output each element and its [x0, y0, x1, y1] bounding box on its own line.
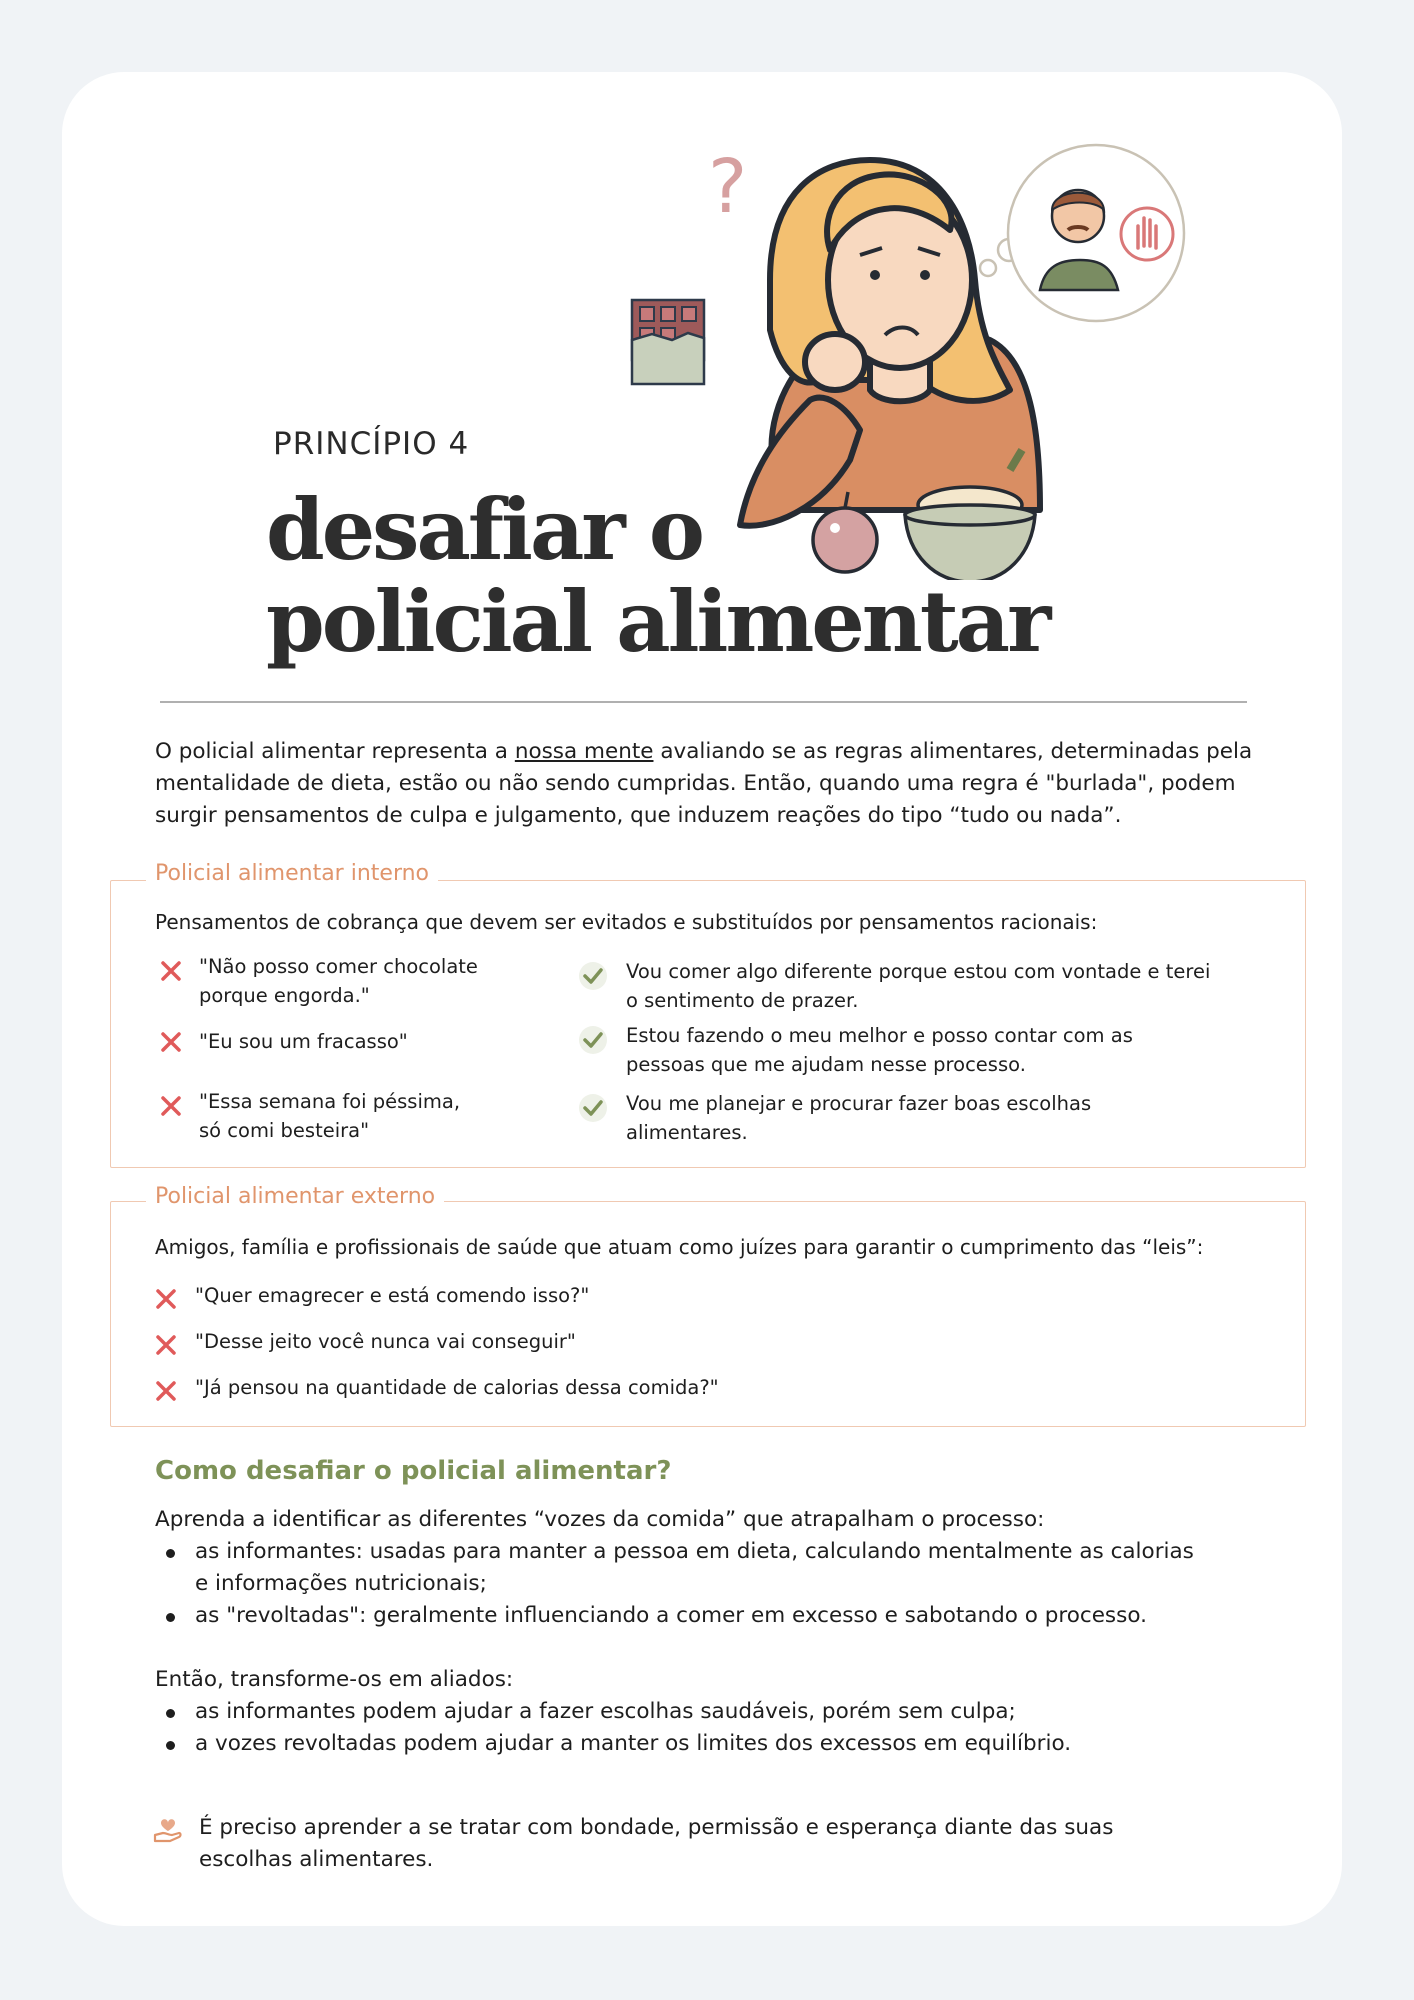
intro-text-after: avaliando se as regras alimentares, determinadas pela mentalidade de dieta, estão ou não sendo cumpridas. Então, quando uma regra é "burlada", podem surgir pensamentos de culpa e julgamento, que induzem reações do tipo “tudo ou nada”.	[155, 739, 1253, 828]
voices-bullet-2: as "revoltadas": geralmente influenciando a comer em excesso e sabotando o processo.	[195, 1603, 1147, 1628]
footer-note-line2: escolhas alimentares.	[199, 1847, 434, 1872]
svg-text:?: ?	[708, 144, 748, 230]
external-quote-1: "Quer emagrecer e está comendo isso?"	[195, 1284, 590, 1307]
check-mark-icon	[578, 1093, 608, 1123]
external-police-lead: Amigos, família e profissionais de saúde que atuam como juízes para garantir o cumprimento das “leis”:	[155, 1235, 1204, 1259]
avoid-thought-1	[199, 952, 478, 1010]
heart-hand-icon	[153, 1813, 183, 1843]
replace-thought-3-line1: Vou me planejar e procurar fazer boas escolhas	[626, 1092, 1092, 1115]
check-mark-icon	[578, 961, 608, 991]
bullet-dot	[166, 1549, 175, 1558]
x-mark-icon	[156, 956, 186, 986]
replace-thought-1	[626, 957, 1210, 1015]
replace-thought-2	[626, 1021, 1133, 1079]
voices-bullet-1	[195, 1536, 1194, 1600]
avoid-thought-2-line1: "Eu sou um fracasso"	[199, 1030, 408, 1053]
x-mark-icon	[156, 1091, 186, 1121]
voices-bullet-1-line2: e informações nutricionais;	[195, 1571, 487, 1596]
x-mark-icon	[156, 1027, 186, 1057]
chocolate-bar-icon	[632, 300, 704, 384]
page-title	[266, 480, 1066, 671]
avoid-thought-3-line1: "Essa semana foi péssima,	[199, 1090, 461, 1113]
replace-thought-3	[626, 1089, 1091, 1147]
allies-bullet-2: a vozes revoltadas podem ajudar a manter os limites dos excessos em equilíbrio.	[195, 1731, 1072, 1756]
bullet-dot	[166, 1709, 175, 1718]
external-quote-2: "Desse jeito você nunca vai conseguir"	[195, 1330, 576, 1353]
avoid-thought-1-line1: "Não posso comer chocolate	[199, 955, 478, 978]
bullet-dot	[166, 1613, 175, 1622]
check-mark-icon	[578, 1025, 608, 1055]
angry-man-stop-hand-icon	[980, 145, 1184, 321]
avoid-thought-2	[199, 1027, 408, 1056]
external-quote-3: "Já pensou na quantidade de calorias dessa comida?"	[195, 1376, 719, 1399]
x-mark-icon	[151, 1284, 181, 1314]
avoid-thought-3-line2: só comi besteira"	[199, 1119, 370, 1142]
footer-note	[199, 1812, 1113, 1876]
footer-note-line1: É preciso aprender a se tratar com bondade, permissão e esperança diante das suas	[199, 1815, 1114, 1840]
replace-thought-1-line1: Vou comer algo diferente porque estou com vontade e terei	[626, 960, 1211, 983]
title-divider	[160, 701, 1247, 703]
allies-bullet-1: as informantes podem ajudar a fazer escolhas saudáveis, porém sem culpa;	[195, 1699, 1016, 1724]
intro-text-before: O policial alimentar representa a	[155, 739, 515, 764]
voices-bullet-1-line1: as informantes: usadas para manter a pessoa em dieta, calculando mentalmente as calorias	[195, 1539, 1194, 1564]
avoid-thought-1-line2: porque engorda."	[199, 984, 370, 1007]
internal-police-legend: Policial alimentar interno	[146, 861, 438, 886]
principle-kicker: PRINCÍPIO 4	[273, 426, 470, 462]
intro-underlined-text: nossa mente	[514, 739, 654, 764]
x-mark-icon	[151, 1376, 181, 1406]
replace-thought-1-line2: o sentimento de prazer.	[626, 989, 859, 1012]
avoid-thought-3	[199, 1087, 460, 1145]
external-police-legend: Policial alimentar externo	[146, 1184, 444, 1209]
how-to-heading: Como desafiar o policial alimentar?	[155, 1456, 672, 1486]
how-lead-1: Aprenda a identificar as diferentes “vozes da comida” que atrapalham o processo:	[155, 1507, 1045, 1532]
replace-thought-3-line2: alimentares.	[626, 1121, 748, 1144]
bullet-dot	[166, 1741, 175, 1750]
replace-thought-2-line2: pessoas que me ajudam nesse processo.	[626, 1053, 1026, 1076]
internal-police-lead: Pensamentos de cobrança que devem ser evitados e substituídos por pensamentos racionais:	[155, 910, 1098, 934]
question-mark-icon	[708, 144, 747, 230]
replace-thought-2-line1: Estou fazendo o meu melhor e posso contar com as	[626, 1024, 1133, 1047]
title-line-2: policial alimentar	[266, 572, 1049, 671]
title-line-1: desafiar o	[266, 480, 702, 579]
intro-paragraph	[155, 736, 1265, 832]
how-lead-2: Então, transforme-os em aliados:	[155, 1667, 514, 1692]
x-mark-icon	[151, 1330, 181, 1360]
